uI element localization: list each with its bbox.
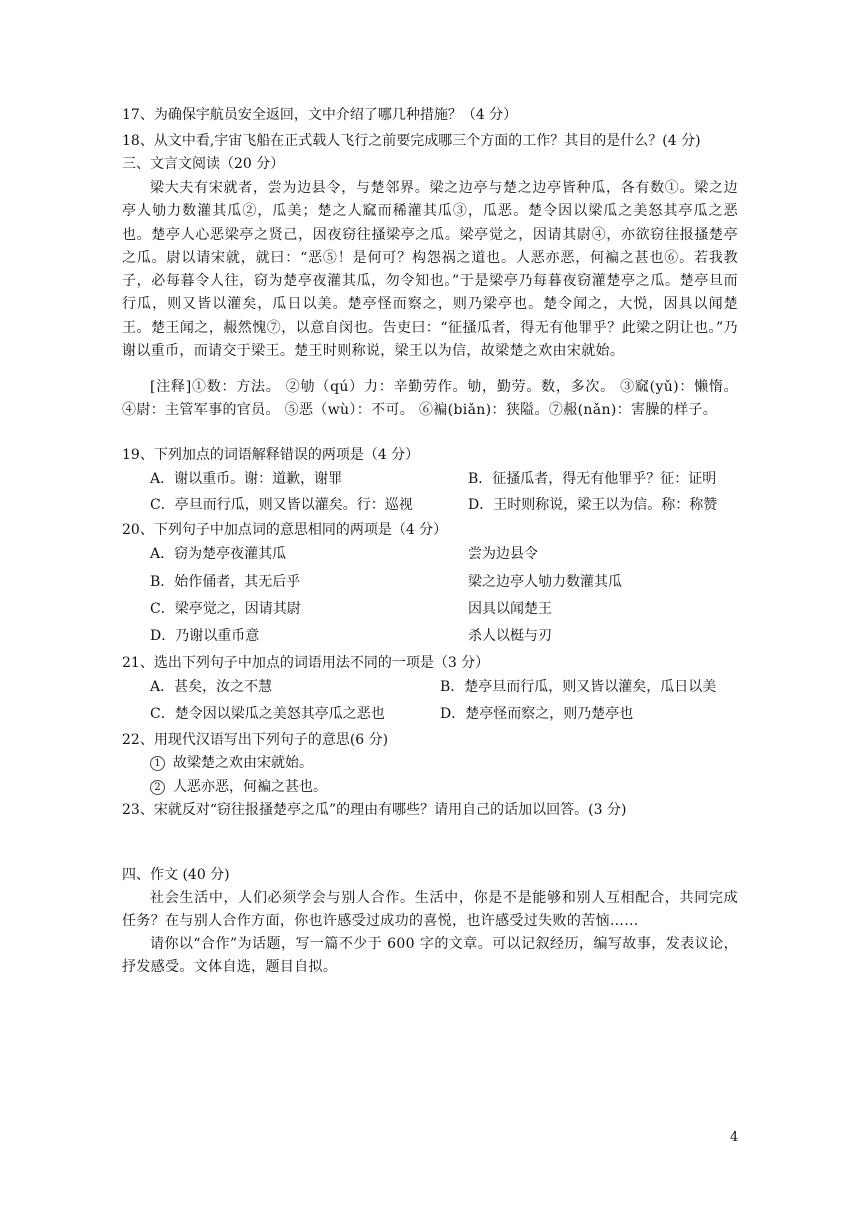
question-22-item-text: 故梁楚之欢由宋就始。	[173, 755, 313, 771]
question-19-option-c: C．亭旦而行瓜，则又皆以灌矣。行：巡视	[150, 497, 413, 513]
question-19-option-d: D．王时则称说，梁王以为信。称：称赞	[468, 497, 718, 513]
question-18: 18、从文中看,宇宙飞船在正式载人飞行之前要完成哪三个方面的工作？其目的是什么？(4 分)	[122, 133, 701, 149]
circled-number: 1	[150, 756, 165, 771]
question-20-row-c-left: C．梁亭觉之，因请其尉	[150, 601, 301, 617]
question-21-option-c: C．楚令因以梁瓜之美怒其亭瓜之恶也	[150, 706, 385, 722]
page-number: 4	[730, 1130, 739, 1145]
passage-notes: [注释]①数：方法。 ②劬（qú）力：辛勤劳作。劬，勤劳。数，多次。 ③窳(yǔ)：懒惰。 ④尉：主管军事的官员。 ⑤恶（wù）：不可。 ⑥褊(biǎn)：狭隘。⑦赧(nǎn)：害臊的样子。	[122, 379, 738, 419]
question-21-stem: 21、选出下列句子中加点的词语用法不同的一项是（3 分）	[122, 655, 490, 671]
question-22-item-text: 人恶亦恶，何褊之甚也。	[173, 779, 327, 795]
question-20-row-a-left: A．窃为楚亭夜灌其瓜	[150, 546, 287, 562]
question-21-option-a: A．甚矣，汝之不慧	[150, 679, 273, 695]
question-19-stem: 19、下列加点的词语解释错误的两项是（4 分）	[122, 447, 420, 463]
question-19-option-b: B．征搔瓜者，得无有他罪乎？征：证明	[468, 471, 717, 487]
section-3-heading: 三、文言文阅读（20 分）	[122, 156, 285, 172]
question-20-row-d-left: D．乃谢以重币意	[150, 628, 260, 644]
question-20-row-b-right: 梁之边亭人劬力数灌其瓜	[468, 574, 622, 590]
section-4-heading: 四、作文 (40 分)	[122, 867, 230, 883]
question-20-row-b-left: B．始作俑者，其无后乎	[150, 574, 301, 590]
essay-prompt-paragraph-1: 社会生活中，人们必须学会与别人合作。生活中，你是不是能够和别人互相配合，共同完成任务？在与别人合作方面，你也许感受过成功的喜悦，也许感受过失败的苦恼……	[122, 890, 738, 930]
question-20-row-a-right: 尝为边县令	[468, 546, 538, 562]
question-19-option-a: A．谢以重币。谢：道歉，谢罪	[150, 471, 343, 487]
classical-passage: 梁大夫有宋就者，尝为边县令，与楚邻界。梁之边亭与楚之边亭皆种瓜，各有数①。梁之边亭人劬力数灌其瓜②，瓜美；楚之人窳而稀灌其瓜③，瓜恶。楚令因以梁瓜之美怒其亭瓜之恶也。楚亭人心恶梁亭之贤己，因夜窃往搔梁亭之瓜。梁亭觉之，因请其尉④，亦欲窃往报搔楚亭之瓜。尉以请宋就，就曰：“恶⑤！是何可？构怨祸之道也。人恶亦恶，何褊之甚也⑥。若我教子，必每暮令人往，窃为楚亭夜灌其瓜，勿令知也。”于是梁亭乃每暮夜窃灌楚亭之瓜。楚亭旦而行瓜，则又皆以灌矣，瓜日以美。楚亭怪而察之，则乃梁亭也。楚令闻之，大悦，因具以闻楚王。楚王闻之，赧然愧⑦，以意自闵也。告吏曰：“征搔瓜者，得无有他罪乎？此梁之阴让也。”乃谢以重币，而请交于梁王。楚王时则称说，梁王以为信，故梁楚之欢由宋就始。	[122, 180, 738, 360]
question-23: 23、宋就反对“窃往报搔楚亭之瓜”的理由有哪些？请用自己的话加以回答。(3 分)	[122, 802, 627, 818]
question-22-item-2	[150, 778, 327, 796]
question-21-option-b: B．楚亭旦而行瓜，则又皆以灌矣，瓜日以美	[440, 679, 717, 695]
question-22-item-1	[150, 754, 313, 772]
question-22-stem: 22、用现代汉语写出下列句子的意思(6 分)	[122, 732, 389, 748]
question-20-row-d-right: 杀人以梃与刃	[468, 628, 552, 644]
question-17: 17、为确保宇航员安全返回，文中介绍了哪几种措施？（4 分）	[122, 107, 518, 123]
question-20-stem: 20、下列句子中加点词的意思相同的两项是（4 分）	[122, 522, 448, 538]
circled-number: 2	[150, 780, 165, 795]
question-20-row-c-right: 因具以闻楚王	[468, 601, 552, 617]
question-21-option-d: D．楚亭怪而察之，则乃楚亭也	[440, 706, 634, 722]
essay-prompt-paragraph-2: 请你以“合作”为话题，写一篇不少于 600 字的文章。可以记叙经历，编写故事，发表议论，抒发感受。文体自选，题目自拟。	[122, 936, 738, 976]
